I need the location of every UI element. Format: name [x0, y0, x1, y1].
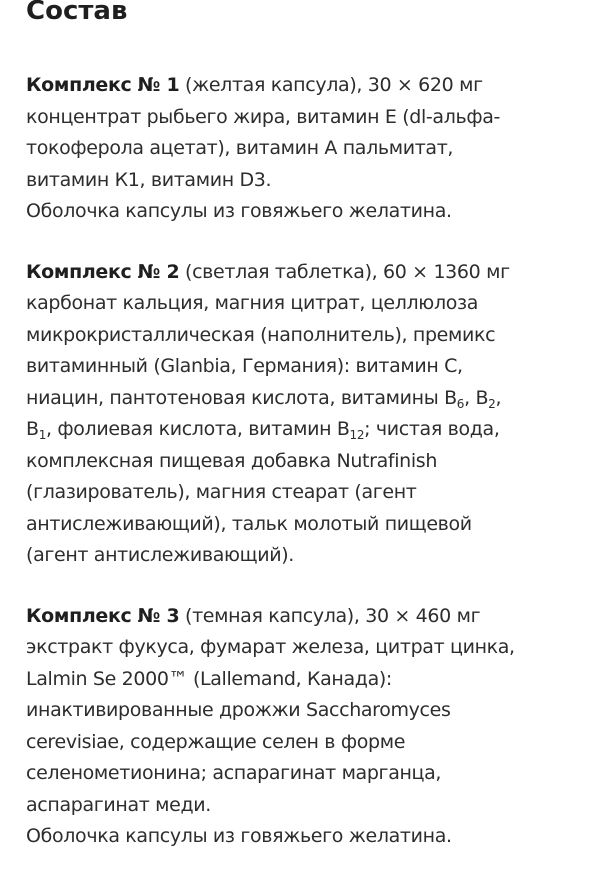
complex-2-section — [26, 257, 586, 572]
complex-3-text-line: экстракт фукуса, фумарат железа, цитрат цинка, — [26, 636, 515, 658]
complex-2-text-line: (агент антислеживающий). — [26, 544, 294, 566]
complex-2-text-line — [26, 414, 586, 446]
complex-1-shell-note: Оболочка капсулы из говяжьего желатина. — [26, 200, 452, 222]
text-fragment: ; чистая вода, — [364, 418, 500, 440]
complex-3-name: Комплекс № 3 — [26, 604, 180, 627]
complex-2-text-line: витаминный (Glanbia, Германия): витамин С, — [26, 355, 463, 377]
complex-3-text-line: Lalmin Se 2000™ (Lallemand, Канада): — [26, 667, 392, 690]
complex-3-header — [26, 601, 586, 633]
composition-page — [26, 0, 586, 853]
complex-2-header — [26, 257, 586, 289]
complex-1-dosage: (желтая капсула), 30 × 620 мг — [179, 74, 483, 96]
subscript: 6 — [456, 396, 465, 411]
complex-1-section — [26, 70, 586, 228]
complex-3-text-line: cerevisiae, содержащие селен в форме — [26, 730, 406, 753]
complex-3-shell-note: Оболочка капсулы из говяжьего желатина. — [26, 825, 452, 847]
complex-2-name: Комплекс № 2 — [26, 260, 180, 283]
complex-1-text-line: витамин К1, витамин D3. — [26, 168, 272, 191]
complex-2-text-line: карбонат кальция, магния цитрат, целлюлоза — [26, 292, 479, 314]
text-fragment: , В — [464, 386, 489, 409]
complex-2-text-line: антислеживающий), тальк молотый пищевой — [26, 512, 472, 535]
page-title: Состав — [26, 0, 128, 26]
complex-1-text-line: концентрат рыбьего жира, витамин Е (dl-альфа- — [26, 105, 501, 128]
complex-2-text-line: (глазирователь), магния стеарат (агент — [26, 481, 417, 503]
complex-2-text-line — [26, 383, 586, 415]
complex-3-text-line: инактивированные дрожжи Saccharomyces — [26, 699, 451, 721]
complex-3-section — [26, 601, 586, 853]
subscript: 12 — [349, 428, 365, 442]
complex-1-text-line: токоферола ацетат), витамин А пальмитат, — [26, 137, 454, 159]
subscript: 2 — [488, 396, 496, 411]
complex-3-dosage: (темная капсула), 30 × 460 мг — [179, 604, 481, 627]
text-fragment: В — [26, 418, 39, 440]
complex-3-text-line: аспарагинат меди. — [26, 793, 211, 816]
text-fragment: , — [495, 386, 502, 409]
text-fragment: ниацин, пантотеновая кислота, витамины В — [26, 386, 457, 409]
complex-1-header — [26, 70, 586, 102]
text-fragment: , фолиевая кислота, витамин В — [45, 418, 350, 440]
complex-2-dosage: (светлая таблетка), 60 × 1360 мг — [179, 260, 510, 283]
complex-2-text-line: микрокристаллическая (наполнитель), премикс — [26, 323, 496, 346]
complex-3-text-line: селенометионина; аспарагинат марганца, — [26, 762, 442, 784]
complex-2-text-line: комплексная пищевая добавка Nutrafinish — [26, 449, 438, 472]
subscript: 1 — [38, 428, 46, 442]
complex-1-name: Комплекс № 1 — [26, 74, 180, 96]
